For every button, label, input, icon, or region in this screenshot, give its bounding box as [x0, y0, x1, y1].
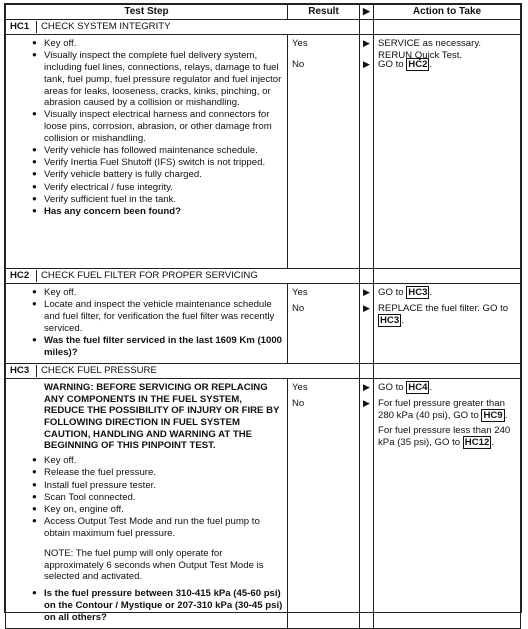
step-list [6, 284, 287, 363]
step-item: ● Key off. [32, 455, 283, 467]
step-reference[interactable]: HC3 [380, 314, 400, 326]
action-yes: SERVICE as necessary. RERUN Quick Test. [378, 38, 482, 61]
diagnostic-table-page [4, 3, 522, 623]
action-no-low: For fuel pressure less than 240 kPa (35 psi), GO to HC12 . [378, 425, 511, 449]
step-reference[interactable]: HC3 [408, 287, 428, 299]
step-item: ● Verify electrical / fuse integrity. [32, 182, 283, 194]
note-text: NOTE: The fuel pump will only operate for approximately 6 seconds when Output Test Mode is selected and activated. [44, 548, 264, 583]
result-yes: Yes [292, 38, 308, 50]
step-question: ● Is the fuel pressure between 310-415 kPa (45-60 psi) on the Contour / Mystique or 207-310 kPa (30-45 psi) on all others? [32, 588, 283, 623]
arrow-right-icon: ▶ [363, 38, 370, 49]
section-header-hc3 [6, 363, 521, 378]
step-question: ● Was the fuel filter serviced in the last 1609 Km (1000 miles)? [32, 335, 283, 358]
step-item: ● Key off. [32, 38, 283, 50]
step-question: ● Has any concern been found? [32, 206, 283, 218]
action-no: REPLACE the fuel filter. GO to HC3 . [378, 303, 509, 326]
step-item: ● Verify sufficient fuel in the tank. [32, 194, 283, 206]
step-reference[interactable]: HC12 [464, 437, 490, 449]
action-no: GO to HC2 . [378, 59, 433, 71]
section-body-hc2 [6, 284, 521, 364]
step-item: ● Access Output Test Mode and run the fuel pump to obtain maximum fuel pressure. [32, 516, 283, 539]
arrow-right-icon: ▶ [363, 287, 370, 298]
action-no-high: For fuel pressure greater than 280 kPa (40 psi), GO to HC9 . [378, 397, 508, 421]
result-yes: Yes [292, 381, 308, 393]
header-test-step: Test Step [6, 5, 288, 20]
table-header-row [6, 5, 521, 20]
step-item: ● Verify vehicle has followed maintenance schedule. [32, 145, 283, 157]
step-title: CHECK SYSTEM INTEGRITY [36, 21, 171, 33]
action-yes: GO to HC4 . [378, 381, 433, 393]
step-item: ● Scan Tool connected. [32, 492, 283, 504]
step-list [6, 454, 287, 539]
step-item: ● Verify Inertia Fuel Shutoff (IFS) switch is not tripped. [32, 157, 283, 169]
step-item: ● Visually inspect electrical harness and connectors for loose pins, corrosion, abrasion, or other damage from collision or mishandling. [32, 109, 283, 144]
warning-text: WARNING: BEFORE SERVICING OR REPLACING ANY COMPONENTS IN THE FUEL SYSTEM, REDUCE THE POSSIBILITY OF INJURY OR FIRE BY FOLLOWING DIRECTION IN FUEL SYSTEM CAUTION, HANDLING AND WARNING AT THE BEGINNING OF THIS PINPOINT TEST. [44, 381, 280, 452]
header-result: Result [288, 5, 360, 20]
step-item: ● Install fuel pressure tester. [32, 480, 283, 492]
arrow-right-icon: ▶ [363, 59, 370, 70]
section-header-hc2 [6, 269, 521, 284]
section-body-hc3 [6, 378, 521, 628]
arrow-right-icon: ▶ [363, 381, 370, 392]
step-reference[interactable]: HC9 [483, 409, 503, 421]
step-item: ● Release the fuel pressure. [32, 467, 283, 479]
step-item: ● Verify vehicle battery is fully charged. [32, 169, 283, 181]
step-item: ● Locate and inspect the vehicle maintenance schedule and fuel filter, for verification the fuel filter was recently serviced. [32, 299, 283, 334]
step-code: HC3 [10, 364, 30, 376]
step-code: HC2 [10, 270, 30, 282]
result-no: No [292, 303, 305, 315]
step-list [6, 588, 287, 628]
step-reference[interactable]: HC2 [408, 59, 428, 71]
result-no: No [292, 397, 305, 409]
step-item: ● Key off. [32, 287, 283, 299]
header-action: Action to Take [374, 5, 521, 20]
step-title: CHECK FUEL PRESSURE [36, 365, 157, 377]
step-code: HC1 [10, 21, 30, 33]
arrow-right-icon: ▶ [363, 303, 370, 314]
result-no: No [292, 59, 305, 71]
arrow-right-icon: ▶ [363, 397, 370, 408]
pinpoint-test-table [5, 4, 521, 629]
action-yes: GO to HC3 . [378, 287, 433, 299]
arrow-right-icon: ▶ [360, 5, 374, 20]
step-item: ● Key on, engine off. [32, 504, 283, 516]
step-list [6, 35, 287, 222]
step-title: CHECK FUEL FILTER FOR PROPER SERVICING [36, 270, 258, 282]
step-item: ● Visually inspect the complete fuel delivery system, including fuel lines, connections, relays, damage to fuel tank, fuel pump, fuel pressure regulator and fuel injector areas for leaks, looseness, cracks, kinks, pinching, or abrasion caused by a collision or mishandling. [32, 50, 283, 109]
section-header-hc1 [6, 20, 521, 35]
step-reference[interactable]: HC4 [408, 381, 428, 393]
result-yes: Yes [292, 287, 308, 299]
section-body-hc1 [6, 35, 521, 269]
